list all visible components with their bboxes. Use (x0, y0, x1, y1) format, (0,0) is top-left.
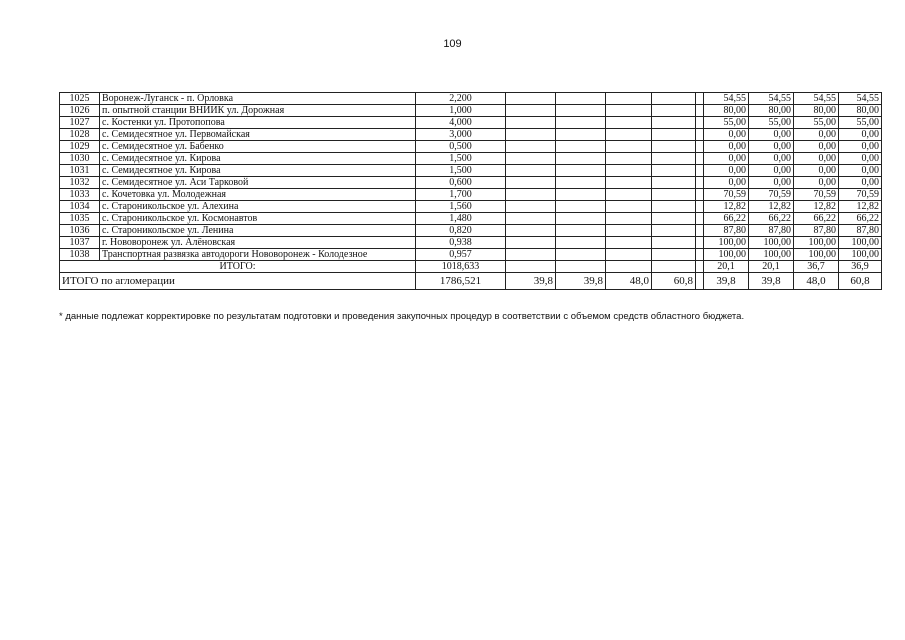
table-row (60, 189, 882, 201)
footnote: * данные подлежат корректировке по результатам подготовки и проведения закупочных процедур в соответствии с объемом средств областного бюджета. (59, 311, 745, 322)
value-cell: 54,55 (794, 93, 839, 105)
empty-cell (556, 117, 606, 129)
row-number: 1032 (60, 177, 100, 189)
gap-cell (696, 213, 704, 225)
table-row (60, 117, 882, 129)
row-number: 1027 (60, 117, 100, 129)
gap-cell (696, 177, 704, 189)
row-number: 1034 (60, 201, 100, 213)
empty-cell (556, 249, 606, 261)
gap-cell (696, 141, 704, 153)
road-length: 1,000 (416, 105, 506, 117)
value-cell: 55,00 (839, 117, 882, 129)
road-name: с. Староникольское ул. Ленина (100, 225, 416, 237)
empty-cell (652, 213, 696, 225)
value-cell: 55,00 (794, 117, 839, 129)
row-number: 1031 (60, 165, 100, 177)
road-name: с. Семидесятное ул. Кирова (100, 165, 416, 177)
value-cell: 0,00 (704, 153, 749, 165)
road-name: с. Семидесятное ул. Кирова (100, 153, 416, 165)
total-value: 20,1 (749, 261, 794, 273)
value-cell: 100,00 (749, 237, 794, 249)
table-row (60, 93, 882, 105)
table-row (60, 165, 882, 177)
value-cell: 0,00 (794, 165, 839, 177)
table-row (60, 177, 882, 189)
grand-total-mid-value: 48,0 (606, 273, 652, 290)
gap-cell (696, 249, 704, 261)
road-length: 2,200 (416, 93, 506, 105)
empty-cell (506, 213, 556, 225)
road-length: 3,000 (416, 129, 506, 141)
value-cell: 12,82 (794, 201, 839, 213)
empty-cell (652, 177, 696, 189)
empty-cell (606, 225, 652, 237)
row-number: 1038 (60, 249, 100, 261)
empty-cell (606, 165, 652, 177)
grand-total-label: ИТОГО по агломерации (60, 273, 416, 290)
row-number: 1033 (60, 189, 100, 201)
value-cell: 0,00 (704, 177, 749, 189)
empty-cell (556, 141, 606, 153)
row-number: 1036 (60, 225, 100, 237)
value-cell: 0,00 (704, 165, 749, 177)
value-cell: 0,00 (839, 141, 882, 153)
road-name: с. Костенки ул. Протопопова (100, 117, 416, 129)
value-cell: 0,00 (749, 129, 794, 141)
value-cell: 54,55 (839, 93, 882, 105)
empty-cell (506, 141, 556, 153)
gap-cell (696, 117, 704, 129)
road-length: 0,500 (416, 141, 506, 153)
value-cell: 100,00 (794, 237, 839, 249)
value-cell: 87,80 (749, 225, 794, 237)
empty-cell (652, 153, 696, 165)
gap-cell (696, 237, 704, 249)
road-name: с. Семидесятное ул. Бабенко (100, 141, 416, 153)
value-cell: 0,00 (794, 153, 839, 165)
value-cell: 12,82 (839, 201, 882, 213)
empty-cell (556, 153, 606, 165)
total-length: 1018,633 (416, 261, 506, 273)
empty-cell (506, 237, 556, 249)
empty-cell (652, 141, 696, 153)
value-cell: 0,00 (749, 153, 794, 165)
empty-cell (652, 225, 696, 237)
value-cell: 0,00 (749, 177, 794, 189)
empty-cell (652, 129, 696, 141)
grand-total-value: 48,0 (794, 273, 839, 290)
value-cell: 0,00 (704, 141, 749, 153)
value-cell: 70,59 (704, 189, 749, 201)
empty-cell (556, 165, 606, 177)
empty-cell (606, 117, 652, 129)
road-length: 1,480 (416, 213, 506, 225)
empty-cell (606, 105, 652, 117)
total-value: 36,9 (839, 261, 882, 273)
value-cell: 0,00 (749, 141, 794, 153)
empty-cell (506, 201, 556, 213)
total-label: ИТОГО: (60, 261, 416, 273)
grand-total-mid-value: 39,8 (506, 273, 556, 290)
table-row (60, 213, 882, 225)
table-row (60, 225, 882, 237)
empty-cell (652, 165, 696, 177)
empty-cell (606, 237, 652, 249)
empty-cell (652, 93, 696, 105)
empty-cell (606, 93, 652, 105)
grand-total-value: 60,8 (839, 273, 882, 290)
gap-cell (696, 129, 704, 141)
gap-cell (696, 225, 704, 237)
road-name: с. Кочетовка ул. Молодежная (100, 189, 416, 201)
grand-total-mid-value: 39,8 (556, 273, 606, 290)
value-cell: 70,59 (794, 189, 839, 201)
empty-cell (506, 177, 556, 189)
value-cell: 100,00 (794, 249, 839, 261)
empty-cell (556, 213, 606, 225)
empty-cell (556, 201, 606, 213)
value-cell: 80,00 (749, 105, 794, 117)
empty-cell (506, 261, 556, 273)
value-cell: 0,00 (839, 177, 882, 189)
value-cell: 87,80 (839, 225, 882, 237)
row-number: 1037 (60, 237, 100, 249)
value-cell: 0,00 (704, 129, 749, 141)
row-number: 1025 (60, 93, 100, 105)
empty-cell (506, 225, 556, 237)
value-cell: 0,00 (794, 129, 839, 141)
value-cell: 80,00 (704, 105, 749, 117)
empty-cell (506, 93, 556, 105)
road-name: п. опытной станции ВНИИК ул. Дорожная (100, 105, 416, 117)
empty-cell (652, 261, 696, 273)
road-name: с. Староникольское ул. Алехина (100, 201, 416, 213)
road-name: Транспортная развязка автодороги Нововоронеж - Колодезное (100, 249, 416, 261)
table-row (60, 141, 882, 153)
empty-cell (652, 117, 696, 129)
value-cell: 12,82 (704, 201, 749, 213)
value-cell: 100,00 (704, 249, 749, 261)
road-length: 0,600 (416, 177, 506, 189)
empty-cell (652, 237, 696, 249)
value-cell: 66,22 (749, 213, 794, 225)
gap-cell (696, 261, 704, 273)
gap-cell (696, 105, 704, 117)
value-cell: 0,00 (794, 177, 839, 189)
gap-cell (696, 165, 704, 177)
row-number: 1026 (60, 105, 100, 117)
road-length: 4,000 (416, 117, 506, 129)
road-length: 1,560 (416, 201, 506, 213)
grand-total-row (60, 273, 882, 290)
value-cell: 0,00 (839, 153, 882, 165)
empty-cell (606, 177, 652, 189)
empty-cell (606, 201, 652, 213)
empty-cell (606, 249, 652, 261)
table-row (60, 105, 882, 117)
gap-cell (696, 93, 704, 105)
row-number: 1035 (60, 213, 100, 225)
empty-cell (506, 129, 556, 141)
empty-cell (652, 189, 696, 201)
road-length: 0,957 (416, 249, 506, 261)
value-cell: 12,82 (749, 201, 794, 213)
value-cell: 80,00 (794, 105, 839, 117)
empty-cell (506, 189, 556, 201)
value-cell: 70,59 (749, 189, 794, 201)
value-cell: 54,55 (749, 93, 794, 105)
value-cell: 0,00 (839, 129, 882, 141)
value-cell: 100,00 (749, 249, 794, 261)
empty-cell (506, 117, 556, 129)
grand-total-value: 39,8 (704, 273, 749, 290)
value-cell: 100,00 (839, 249, 882, 261)
empty-cell (652, 249, 696, 261)
value-cell: 66,22 (704, 213, 749, 225)
empty-cell (506, 153, 556, 165)
road-name: Воронеж-Луганск - п. Орловка (100, 93, 416, 105)
empty-cell (606, 189, 652, 201)
empty-cell (606, 213, 652, 225)
empty-cell (556, 237, 606, 249)
road-length: 1,500 (416, 153, 506, 165)
value-cell: 0,00 (839, 165, 882, 177)
value-cell: 80,00 (839, 105, 882, 117)
table-row (60, 237, 882, 249)
grand-total-value: 39,8 (749, 273, 794, 290)
road-name: с. Староникольское ул. Космонавтов (100, 213, 416, 225)
value-cell: 87,80 (794, 225, 839, 237)
empty-cell (606, 129, 652, 141)
value-cell: 66,22 (839, 213, 882, 225)
empty-cell (606, 141, 652, 153)
value-cell: 55,00 (749, 117, 794, 129)
empty-cell (556, 189, 606, 201)
road-length: 1,500 (416, 165, 506, 177)
value-cell: 87,80 (704, 225, 749, 237)
page-number: 109 (443, 38, 462, 50)
grand-total-length: 1786,521 (416, 273, 506, 290)
value-cell: 100,00 (839, 237, 882, 249)
empty-cell (606, 153, 652, 165)
road-name: г. Нововоронеж ул. Алёновская (100, 237, 416, 249)
road-name: с. Семидесятное ул. Аси Тарковой (100, 177, 416, 189)
empty-cell (652, 201, 696, 213)
total-row (60, 261, 882, 273)
data-table (59, 92, 882, 290)
gap-cell (696, 189, 704, 201)
road-name: с. Семидесятное ул. Первомайская (100, 129, 416, 141)
value-cell: 70,59 (839, 189, 882, 201)
road-length: 0,820 (416, 225, 506, 237)
value-cell: 100,00 (704, 237, 749, 249)
empty-cell (506, 249, 556, 261)
empty-cell (506, 165, 556, 177)
table-row (60, 249, 882, 261)
value-cell: 55,00 (704, 117, 749, 129)
empty-cell (556, 261, 606, 273)
value-cell: 54,55 (704, 93, 749, 105)
empty-cell (556, 225, 606, 237)
grand-total-mid-value: 60,8 (652, 273, 696, 290)
gap-cell (696, 273, 704, 290)
total-value: 20,1 (704, 261, 749, 273)
gap-cell (696, 153, 704, 165)
table-row (60, 153, 882, 165)
gap-cell (696, 201, 704, 213)
table-row (60, 129, 882, 141)
value-cell: 0,00 (794, 141, 839, 153)
empty-cell (606, 261, 652, 273)
empty-cell (556, 93, 606, 105)
table-row (60, 201, 882, 213)
value-cell: 66,22 (794, 213, 839, 225)
value-cell: 0,00 (749, 165, 794, 177)
empty-cell (556, 177, 606, 189)
road-length: 1,700 (416, 189, 506, 201)
empty-cell (652, 105, 696, 117)
row-number: 1030 (60, 153, 100, 165)
empty-cell (506, 105, 556, 117)
empty-cell (556, 105, 606, 117)
empty-cell (556, 129, 606, 141)
road-length: 0,938 (416, 237, 506, 249)
row-number: 1028 (60, 129, 100, 141)
total-value: 36,7 (794, 261, 839, 273)
row-number: 1029 (60, 141, 100, 153)
